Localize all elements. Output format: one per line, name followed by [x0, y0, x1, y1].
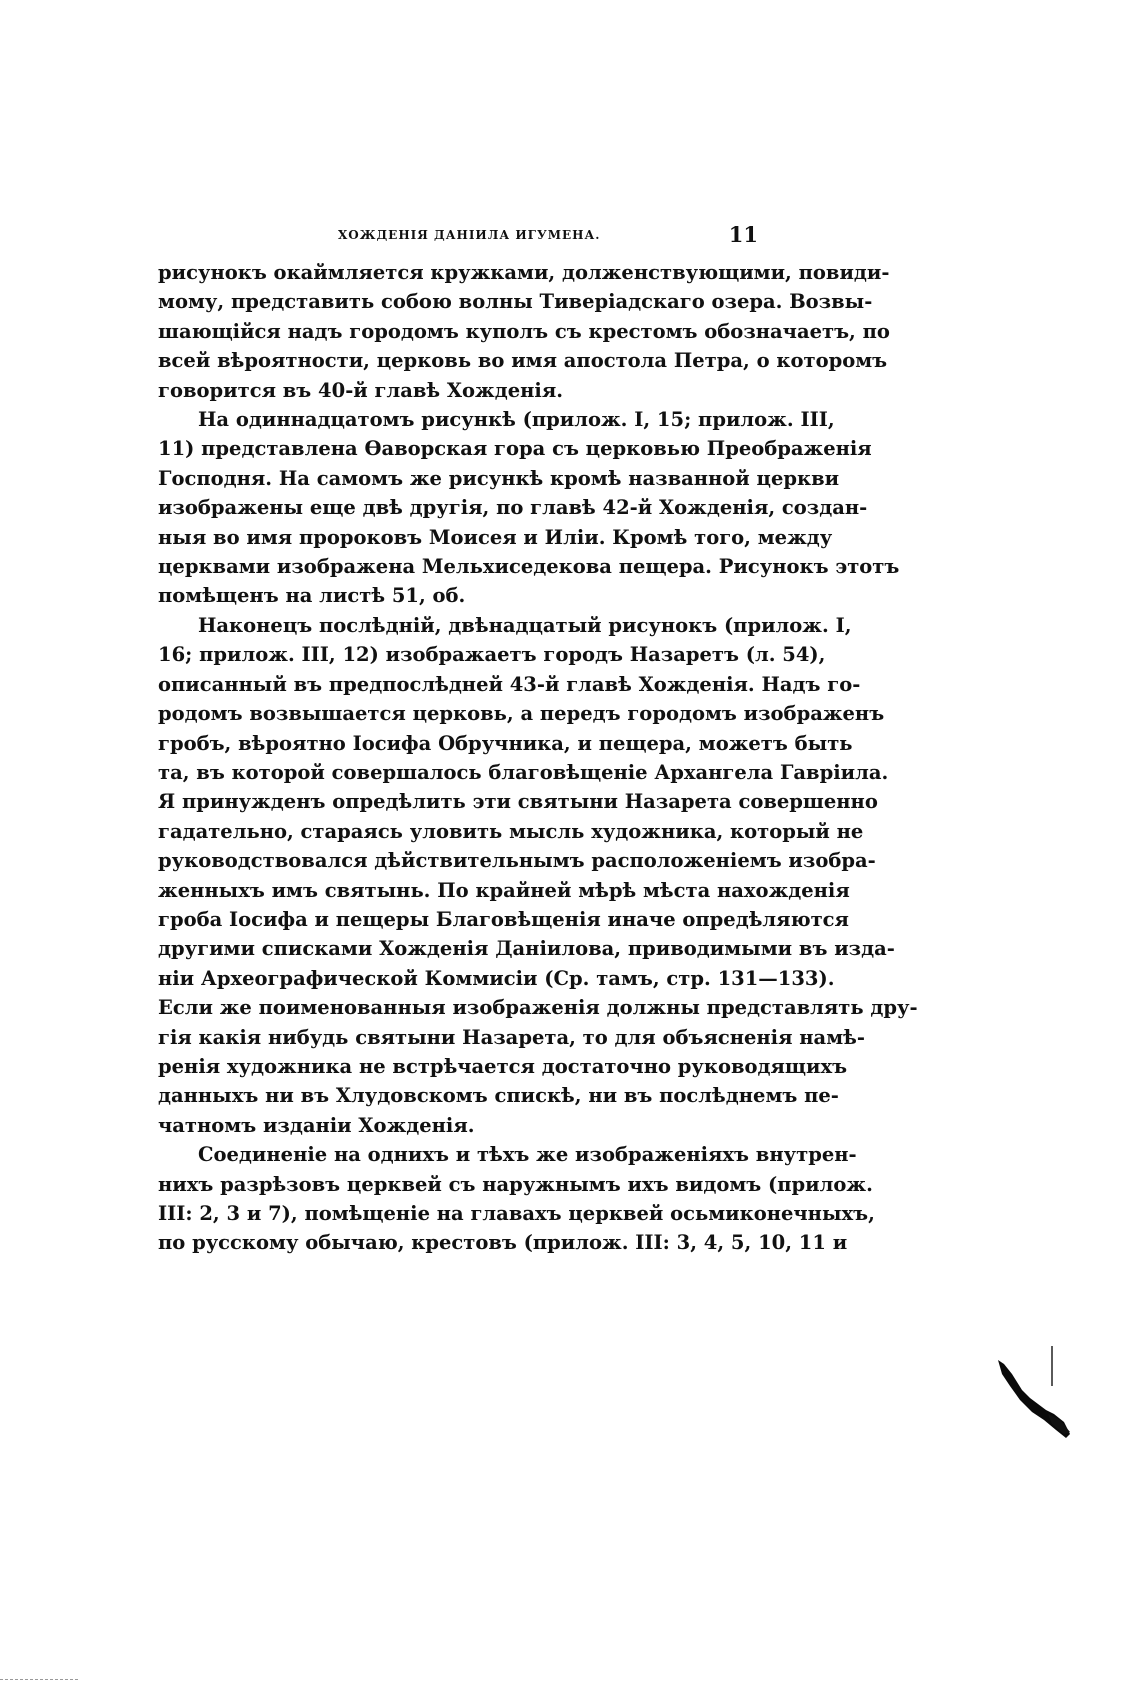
text-line: Господня. На самомъ же рисункѣ кромѣ названной церкви	[158, 466, 840, 490]
text-line: Я принужденъ опредѣлить эти святыни Назарета совершенно	[158, 790, 878, 814]
scan-edge-rule	[0, 1679, 78, 1680]
text-line: всей вѣроятности, церковь во имя апостола Петра, о которомъ	[158, 349, 888, 373]
text-line: Соединеніе на однихъ и тѣхъ же изображеніяхъ внутрен-	[198, 1143, 857, 1167]
text-line: ныя во имя пророковъ Моисея и Иліи. Кромѣ того, между	[158, 525, 833, 549]
text-line: мому, представить собою волны Тиверіадскаго озера. Возвы-	[158, 290, 873, 314]
running-head	[158, 222, 758, 252]
paragraph-2	[158, 405, 900, 611]
running-title: ХОЖДЕНІЯ ДАНІИЛА ИГУМЕНА.	[338, 228, 601, 242]
text-line: изображены еще двѣ другія, по главѣ 42-й Хожденія, создан-	[158, 496, 868, 520]
text-line: На одиннадцатомъ рисункѣ (прилож. I, 15; прилож. III,	[198, 408, 835, 432]
body-text	[158, 258, 918, 1258]
text-line: III: 2, 3 и 7), помѣщеніе на главахъ церквей осьмиконечныхъ,	[158, 1202, 875, 1225]
text-line: данныхъ ни въ Хлудовскомъ спискѣ, ни въ послѣднемъ пе-	[158, 1084, 839, 1108]
text-line: руководствовался дѣйствительнымъ расположеніемъ изобра-	[158, 849, 876, 873]
text-line: ренія художника не встрѣчается достаточно руководящихъ	[158, 1054, 848, 1078]
text-line: женныхъ имъ святынь. По крайней мѣрѣ мѣста нахожденія	[158, 878, 850, 902]
scan-artifact-marks	[990, 1330, 1100, 1510]
text-line: нихъ разрѣзовъ церквей съ наружнымъ ихъ видомъ (прилож.	[158, 1172, 873, 1196]
text-line: помѣщенъ на листѣ 51, об.	[158, 584, 466, 608]
text-line: по русскому обычаю, крестовъ (прилож. III: 3, 4, 5, 10, 11 и	[158, 1231, 848, 1255]
text-line: 11) представлена Ѳаворская гора съ церковью Преображенія	[158, 437, 872, 461]
text-line: гроба Іосифа и пещеры Благовѣщенія иначе опредѣляются	[158, 907, 849, 931]
paragraph-3	[158, 611, 918, 1140]
text-line: чатномъ изданіи Хожденія.	[158, 1113, 475, 1137]
text-line: родомъ возвышается церковь, а передъ городомъ изображенъ	[158, 702, 885, 726]
page-number: 11	[728, 222, 758, 247]
text-line: говорится въ 40-й главѣ Хожденія.	[158, 378, 564, 402]
text-line: гробъ, вѣроятно Іосифа Обручника, и пещера, можетъ быть	[158, 731, 853, 755]
text-line: шающійся надъ городомъ куполъ съ крестомъ обозначаетъ, по	[158, 319, 890, 343]
text-line: Если же поименованныя изображенія должны представлять дру-	[158, 996, 918, 1020]
text-line: гадательно, стараясь уловить мысль художника, который не	[158, 819, 864, 843]
text-line: описанный въ предпослѣдней 43-й главѣ Хожденія. Надъ го-	[158, 672, 861, 696]
text-line: ніи Археографической Коммисіи (Ср. тамъ, стр. 131—133).	[158, 966, 835, 990]
paragraph-4	[158, 1140, 875, 1258]
text-line: рисунокъ окаймляется кружками, долженствующими, повиди-	[158, 261, 890, 284]
text-line: Наконецъ послѣдній, двѣнадцатый рисунокъ (прилож. I,	[198, 613, 852, 637]
text-line: 16; прилож. III, 12) изображаетъ городъ Назаретъ (л. 54),	[158, 643, 826, 667]
text-line: другими списками Хожденія Даніилова, приводимыми въ изда-	[158, 937, 895, 961]
text-line: церквами изображена Мельхиседекова пещера. Рисунокъ этотъ	[158, 555, 900, 579]
text-line: та, въ которой совершалось благовѣщеніе Архангела Гавріила.	[158, 760, 889, 784]
text-line: гія какія нибудь святыни Назарета, то для объясненія намѣ-	[158, 1025, 865, 1049]
paragraph-1	[158, 258, 890, 405]
